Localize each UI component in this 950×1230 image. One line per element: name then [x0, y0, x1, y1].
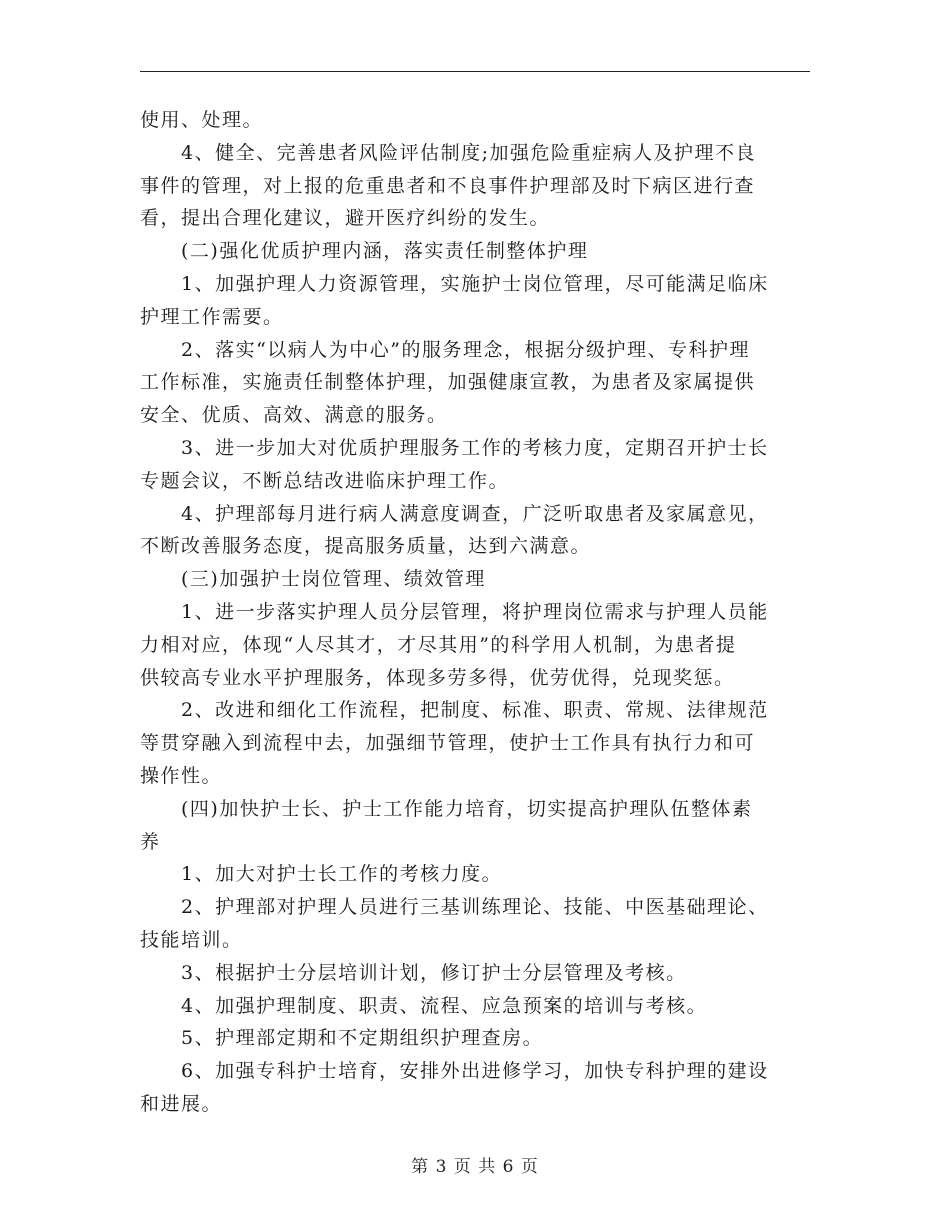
text-line: 2、改进和细化工作流程，把制度、标准、职责、常规、法律规范 [140, 699, 769, 722]
text-line: 力相对应，体现“人尽其才，才尽其用”的科学用人机制，为患者提 [140, 633, 737, 656]
text-line: 供较高专业水平护理服务，体现多劳多得，优劳优得，兑现奖惩。 [140, 666, 735, 689]
text-line: 养 [140, 830, 161, 853]
header-rule [140, 71, 810, 72]
text-line: 4、健全、完善患者风险评估制度;加强危险重症病人及护理不良 [140, 141, 756, 164]
page-number: 第 3 页 共 6 页 [411, 1157, 539, 1177]
text-line: 事件的管理，对上报的危重患者和不良事件护理部及时下病区进行查 [140, 174, 756, 197]
text-line: 工作标准，实施责任制整体护理，加强健康宣教，为患者及家属提供 [140, 371, 756, 394]
text-line: 6、加强专科护士培育，安排外出进修学习，加快专科护理的建设 [140, 1060, 769, 1083]
text-line: 5、护理部定期和不定期组织护理查房。 [140, 1027, 544, 1050]
document-body [140, 104, 812, 1121]
text-line: 技能培训。 [140, 928, 243, 951]
text-line: 1、加大对护士长工作的考核力度。 [140, 863, 503, 886]
text-line: 4、护理部每月进行病人满意度调查，广泛听取患者及家属意见， [140, 502, 769, 525]
text-line: 和进展。 [140, 1092, 223, 1115]
section-heading: (二)强化优质护理内涵，落实责任制整体护理 [140, 240, 589, 263]
text-line: 看，提出合理化建议，避开医疗纠纷的发生。 [140, 207, 551, 230]
text-line: 护理工作需要。 [140, 305, 284, 328]
section-heading: (四)加快护士长、护士工作能力培育，切实提高护理队伍整体素 [140, 797, 753, 820]
text-line: 3、根据护士分层培训计划，修订护士分层管理及考核。 [140, 961, 687, 984]
text-line: 1、进一步落实护理人员分层管理，将护理岗位需求与护理人员能 [140, 600, 769, 623]
text-line: 使用、处理。 [140, 109, 264, 131]
text-line: 4、加强护理制度、职责、流程、应急预案的培训与考核。 [140, 994, 708, 1017]
section-heading: (三)加强护士岗位管理、绩效管理 [140, 568, 486, 591]
text-line: 2、护理部对护理人员进行三基训练理论、技能、中医基础理论、 [140, 896, 769, 919]
text-line: 不断改善服务态度，提高服务质量，达到六满意。 [140, 535, 592, 558]
text-line: 2、落实“以病人为中心”的服务理念，根据分级护理、专科护理 [140, 338, 751, 361]
text-line: 专题会议，不断总结改进临床护理工作。 [140, 469, 510, 492]
text-line: 3、进一步加大对优质护理服务工作的考核力度，定期召开护士长 [140, 436, 769, 459]
text-line: 安全、优质、高效、满意的服务。 [140, 404, 448, 427]
text-line: 操作性。 [140, 764, 223, 787]
text-line: 1、加强护理人力资源管理，实施护士岗位管理，尽可能满足临床 [140, 272, 769, 295]
text-line: 等贯穿融入到流程中去，加强细节管理，使护士工作具有执行力和可 [140, 732, 756, 755]
